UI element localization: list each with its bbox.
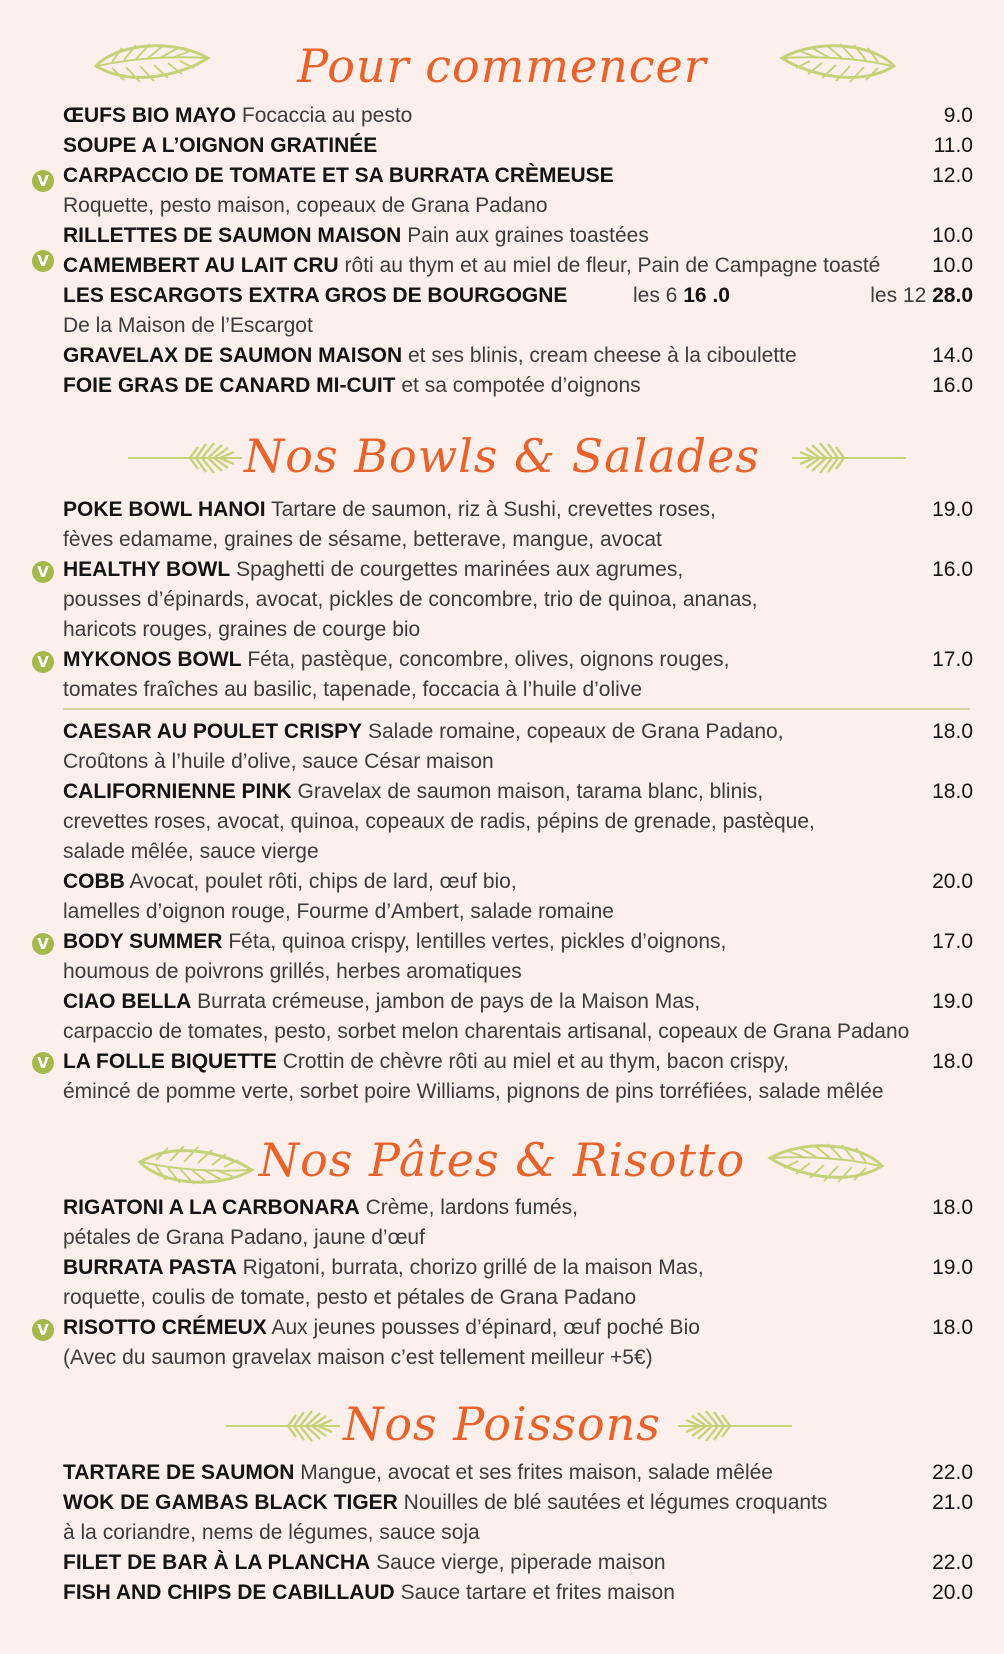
menu-item <box>63 1548 973 1578</box>
item-name: CAMEMBERT AU LAIT CRU <box>63 254 339 277</box>
menu-item: CIAO BELLA Burrata crémeuse, jambon de pays de la Maison Mas, carpaccio de tomates, pesto, sorbet melon charentais artisanal, copeaux de Grana Padano <box>63 990 910 1043</box>
item-price: 18.0 <box>932 720 973 743</box>
item-price: 16.0 <box>932 558 973 581</box>
item-price: 16.0 <box>932 374 973 397</box>
item-name: RIGATONI A LA CARBONARA <box>63 1196 360 1219</box>
item-price: 17.0 <box>932 930 973 953</box>
item-price: 19.0 <box>932 1256 973 1279</box>
item-name: CIAO BELLA <box>63 990 192 1013</box>
item-name: CALIFORNIENNE PINK <box>63 780 292 803</box>
item-name: TARTARE DE SAUMON <box>63 1461 295 1484</box>
item-name: LA FOLLE BIQUETTE <box>63 1050 277 1073</box>
item-name: FISH AND CHIPS DE CABILLAUD <box>63 1581 395 1604</box>
item-description: Avocat, poulet rôti, chips de lard, œuf bio, <box>129 870 517 893</box>
item-description: Aux jeunes pousses d’épinard, œuf poché Bio <box>271 1316 700 1339</box>
item-price: 20.0 <box>932 1581 973 1604</box>
item-name: HEALTHY BOWL <box>63 558 231 581</box>
item-price: 21.0 <box>932 1491 973 1514</box>
item-description: Sauce vierge, piperade maison <box>376 1551 666 1574</box>
menu-item <box>63 251 973 281</box>
menu-item: POKE BOWL HANOI Tartare de saumon, riz à Sushi, crevettes roses, fèves edamame, graines de sésame, betterave, mangue, avocat <box>63 498 716 551</box>
item-price: 10.0 <box>932 254 973 277</box>
section-title-pasta: Nos Pâtes & Risotto <box>258 1133 746 1187</box>
vegetarian-icon: V <box>32 170 54 192</box>
item-name: CARPACCIO DE TOMATE ET SA BURRATA CRÈMEUSE <box>63 164 614 187</box>
menu-item: BURRATA PASTA Rigatoni, burrata, chorizo grillé de la maison Mas, roquette, coulis de tomate, pesto et pétales de Grana Padano <box>63 1256 704 1309</box>
item-name: GRAVELAX DE SAUMON MAISON <box>63 344 403 367</box>
item-name: LES ESCARGOTS EXTRA GROS DE BOURGOGNE <box>63 284 568 307</box>
item-description: Gravelax de saumon maison, tarama blanc, blinis, <box>297 780 764 803</box>
item-name: RILLETTES DE SAUMON MAISON <box>63 224 402 247</box>
item-description: Féta, quinoa crispy, lentilles vertes, pickles d’oignons, <box>228 930 727 953</box>
escargots-12-quantity: les 12 28.0 <box>870 284 973 307</box>
item-price: 10.0 <box>932 224 973 247</box>
item-price: 22.0 <box>932 1461 973 1484</box>
item-description: et ses blinis, cream cheese à la ciboulette <box>407 344 797 367</box>
menu-item <box>63 341 973 371</box>
vegetarian-icon: V <box>32 250 54 272</box>
item-price: 11.0 <box>933 134 973 157</box>
menu-item: CALIFORNIENNE PINK Gravelax de saumon maison, tarama blanc, blinis, crevettes roses, avocat, quinoa, copeaux de radis, pépins de grenade, pastèque, salade mêlée, sauce vierge <box>63 780 815 863</box>
menu-item: BODY SUMMER Féta, quinoa crispy, lentilles vertes, pickles d’oignons, houmous de poivrons grillés, herbes aromatiques <box>63 930 727 983</box>
item-price: 20.0 <box>932 870 973 893</box>
menu-item <box>63 1458 973 1488</box>
item-price: 18.0 <box>932 1196 973 1219</box>
menu-item: CAESAR AU POULET CRISPY Salade romaine, copeaux de Grana Padano, Croûtons à l’huile d’olive, sauce César maison <box>63 720 784 773</box>
item-price: 19.0 <box>932 498 973 521</box>
item-description: Roquette, pesto maison, copeaux de Grana Padano <box>63 194 548 217</box>
item-description: Crottin de chèvre rôti au miel et au thym, bacon crispy, <box>282 1050 789 1073</box>
item-description: Salade romaine, copeaux de Grana Padano, <box>367 720 784 743</box>
item-price: 14.0 <box>932 344 973 367</box>
item-description: De la Maison de l’Escargot <box>63 314 313 337</box>
item-price: 18.0 <box>932 780 973 803</box>
item-description: Nouilles de blé sautées et légumes croquants <box>403 1491 828 1514</box>
item-name: FILET DE BAR À LA PLANCHA <box>63 1551 371 1574</box>
item-description: Rigatoni, burrata, chorizo grillé de la maison Mas, <box>242 1256 704 1279</box>
item-name: POKE BOWL HANOI <box>63 498 266 521</box>
menu-item: LA FOLLE BIQUETTE Crottin de chèvre rôti au miel et au thym, bacon crispy, émincé de pomme verte, sorbet poire Williams, pignons de pins torréfiées, salade mêlée <box>63 1050 884 1103</box>
item-price: 22.0 <box>932 1551 973 1574</box>
section-divider <box>63 708 970 710</box>
section-title-fish: Nos Poissons <box>343 1397 661 1451</box>
menu-item <box>63 221 973 251</box>
menu-item <box>63 161 973 221</box>
section-title-starters: Pour commencer <box>297 39 707 93</box>
item-name: CAESAR AU POULET CRISPY <box>63 720 363 743</box>
vegetarian-icon: V <box>32 1319 54 1341</box>
item-description: Féta, pastèque, concombre, olives, oignons rouges, <box>247 648 730 671</box>
item-name: RISOTTO CRÉMEUX <box>63 1316 267 1339</box>
item-name: FOIE GRAS DE CANARD MI-CUIT <box>63 374 396 397</box>
item-description: Crème, lardons fumés, <box>365 1196 578 1219</box>
menu-item <box>63 1578 973 1608</box>
vegetarian-icon: V <box>32 1052 54 1074</box>
item-description: Pain aux graines toastées <box>407 224 649 247</box>
menu-item <box>63 371 973 401</box>
item-name: WOK DE GAMBAS BLACK TIGER <box>63 1491 398 1514</box>
item-name: COBB <box>63 870 125 893</box>
menu-item: MYKONOS BOWL Féta, pastèque, concombre, olives, oignons rouges, tomates fraîches au basilic, tapenade, foccacia à l’huile d’olive <box>63 648 730 701</box>
item-price: 18.0 <box>932 1316 973 1339</box>
section-title-bowls: Nos Bowls & Salades <box>244 429 760 483</box>
menu-item: WOK DE GAMBAS BLACK TIGER Nouilles de blé sautées et légumes croquants à la coriandre, nems de légumes, sauce soja <box>63 1491 828 1544</box>
item-name: MYKONOS BOWL <box>63 648 242 671</box>
escargots-6-quantity: les 6 16 .0 <box>633 284 730 307</box>
item-price: 9.0 <box>943 104 973 127</box>
menu-item <box>63 281 973 341</box>
item-name: BODY SUMMER <box>63 930 223 953</box>
item-description: Sauce tartare et frites maison <box>400 1581 675 1604</box>
item-name: BURRATA PASTA <box>63 1256 237 1279</box>
menu-item: HEALTHY BOWL Spaghetti de courgettes marinées aux agrumes, pousses d’épinards, avocat, pickles de concombre, trio de quinoa, ananas, haricots rouges, graines de courge bio <box>63 558 758 641</box>
item-name: SOUPE A L’OIGNON GRATINÉE <box>63 134 378 157</box>
item-description: et sa compotée d’oignons <box>401 374 641 397</box>
item-description: rôti au thym et au miel de fleur, Pain de Campagne toasté <box>344 254 881 277</box>
menu-item: RISOTTO CRÉMEUX Aux jeunes pousses d’épinard, œuf poché Bio (Avec du saumon gravelax maison c’est tellement meilleur +5€) <box>63 1316 700 1369</box>
item-description: Focaccia au pesto <box>241 104 413 127</box>
menu-item: COBB Avocat, poulet rôti, chips de lard, œuf bio, lamelles d’oignon rouge, Fourme d’Ambert, salade romaine <box>63 870 614 923</box>
vegetarian-icon: V <box>32 561 54 583</box>
menu-item <box>63 101 973 131</box>
menu-item: RIGATONI A LA CARBONARA Crème, lardons fumés, pétales de Grana Padano, jaune d’œuf <box>63 1196 578 1249</box>
item-description: Burrata crémeuse, jambon de pays de la Maison Mas, <box>197 990 701 1013</box>
item-name: ŒUFS BIO MAYO <box>63 104 237 127</box>
vegetarian-icon: V <box>32 651 54 673</box>
item-description: Mangue, avocat et ses frites maison, salade mêlée <box>300 1461 773 1484</box>
item-price: 17.0 <box>932 648 973 671</box>
vegetarian-icon: V <box>32 933 54 955</box>
menu-item <box>63 131 973 161</box>
item-price: 18.0 <box>932 1050 973 1073</box>
item-price: 19.0 <box>932 990 973 1013</box>
item-description: Spaghetti de courgettes marinées aux agrumes, <box>236 558 684 581</box>
item-price: 12.0 <box>932 164 973 187</box>
item-description: Tartare de saumon, riz à Sushi, crevettes roses, <box>271 498 716 521</box>
